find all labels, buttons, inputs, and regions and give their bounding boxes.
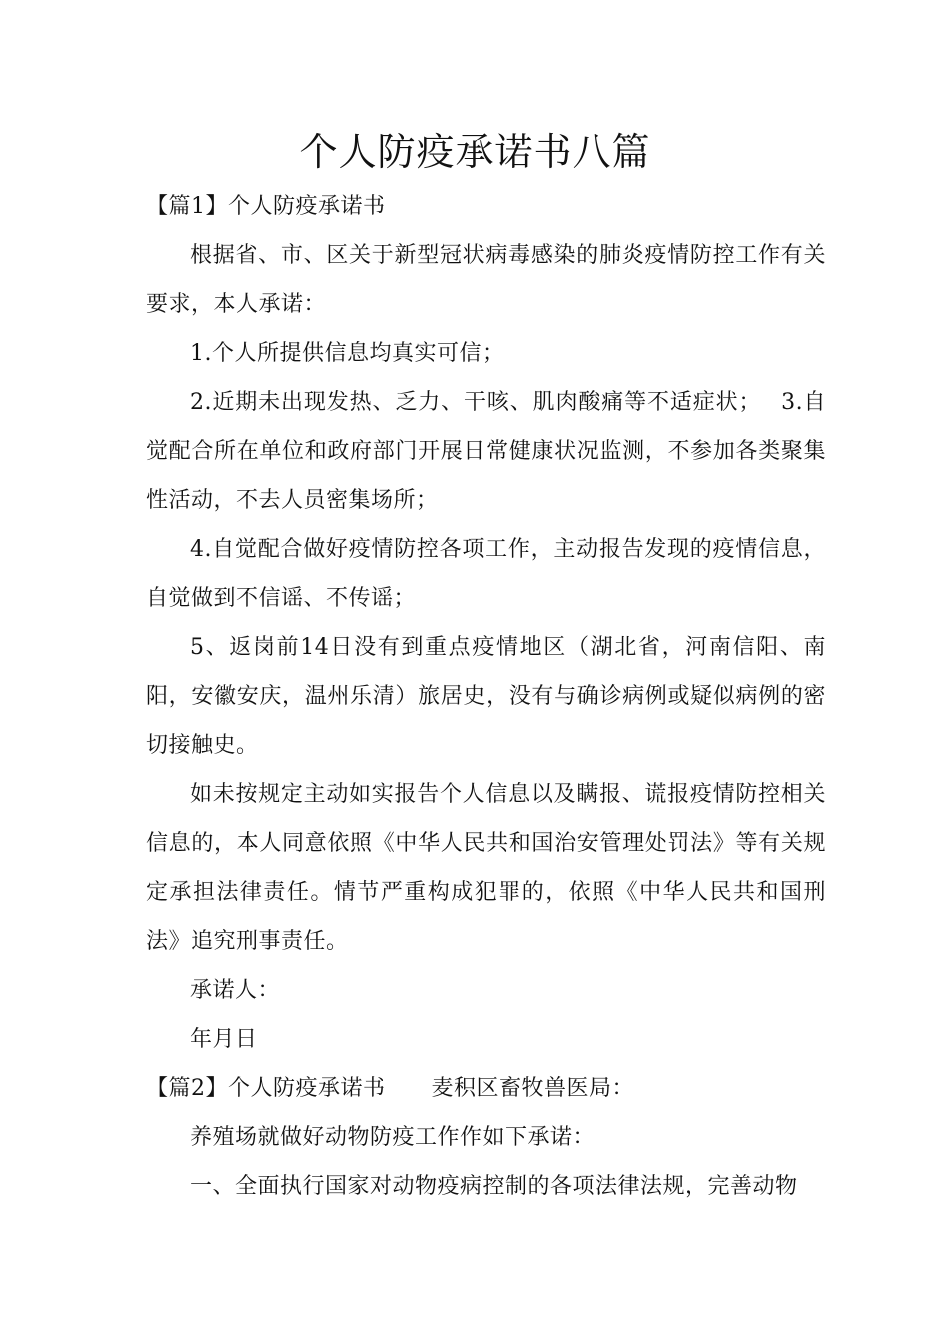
- signatory-line: 承诺人：: [190, 978, 281, 1003]
- document-body: [146, 182, 826, 1211]
- section-2-heading-line: [146, 1064, 826, 1113]
- section-1-paragraph: 4.自觉配合做好疫情防控各项工作，主动报告发现的疫情信息，自觉做到不信谣、不传谣；: [146, 537, 826, 611]
- section-1-paragraph: 5、返岗前14日没有到重点疫情地区（湖北省，河南信阳、南阳，安徽安庆，温州乐清）旅居史，没有与确诊病例或疑似病例的密切接触史。: [146, 635, 826, 758]
- section-2-addressee: 麦积区畜牧兽医局：: [431, 1076, 635, 1101]
- section-2-heading: 【篇2】个人防疫承诺书: [146, 1076, 386, 1101]
- date-line: 年月日: [190, 1027, 258, 1052]
- section-1-paragraph: 如未按规定主动如实报告个人信息以及瞒报、谎报疫情防控相关信息的，本人同意依照《中华人民共和国治安管理处罚法》等有关规定承担法律责任。情节严重构成犯罪的，依照《中华人民共和国刑法》追究刑事责任。: [146, 782, 826, 954]
- document-title: 个人防疫承诺书八篇: [299, 130, 651, 174]
- section-2-paragraph: 一、全面执行国家对动物疫病控制的各项法律法规，完善动物: [190, 1174, 798, 1199]
- section-2-paragraph: 养殖场就做好动物防疫工作作如下承诺：: [190, 1125, 596, 1150]
- section-1-heading: 【篇1】个人防疫承诺书: [146, 194, 386, 219]
- section-1-paragraph: 2.近期未出现发热、乏力、干咳、肌肉酸痛等不适症状； 3.自觉配合所在单位和政府部门开展日常健康状况监测，不参加各类聚集性活动，不去人员密集场所；: [146, 390, 826, 513]
- section-1-paragraph: 1.个人所提供信息均真实可信；: [190, 341, 505, 366]
- section-1-paragraph: 根据省、市、区关于新型冠状病毒感染的肺炎疫情防控工作有关要求，本人承诺：: [146, 243, 826, 317]
